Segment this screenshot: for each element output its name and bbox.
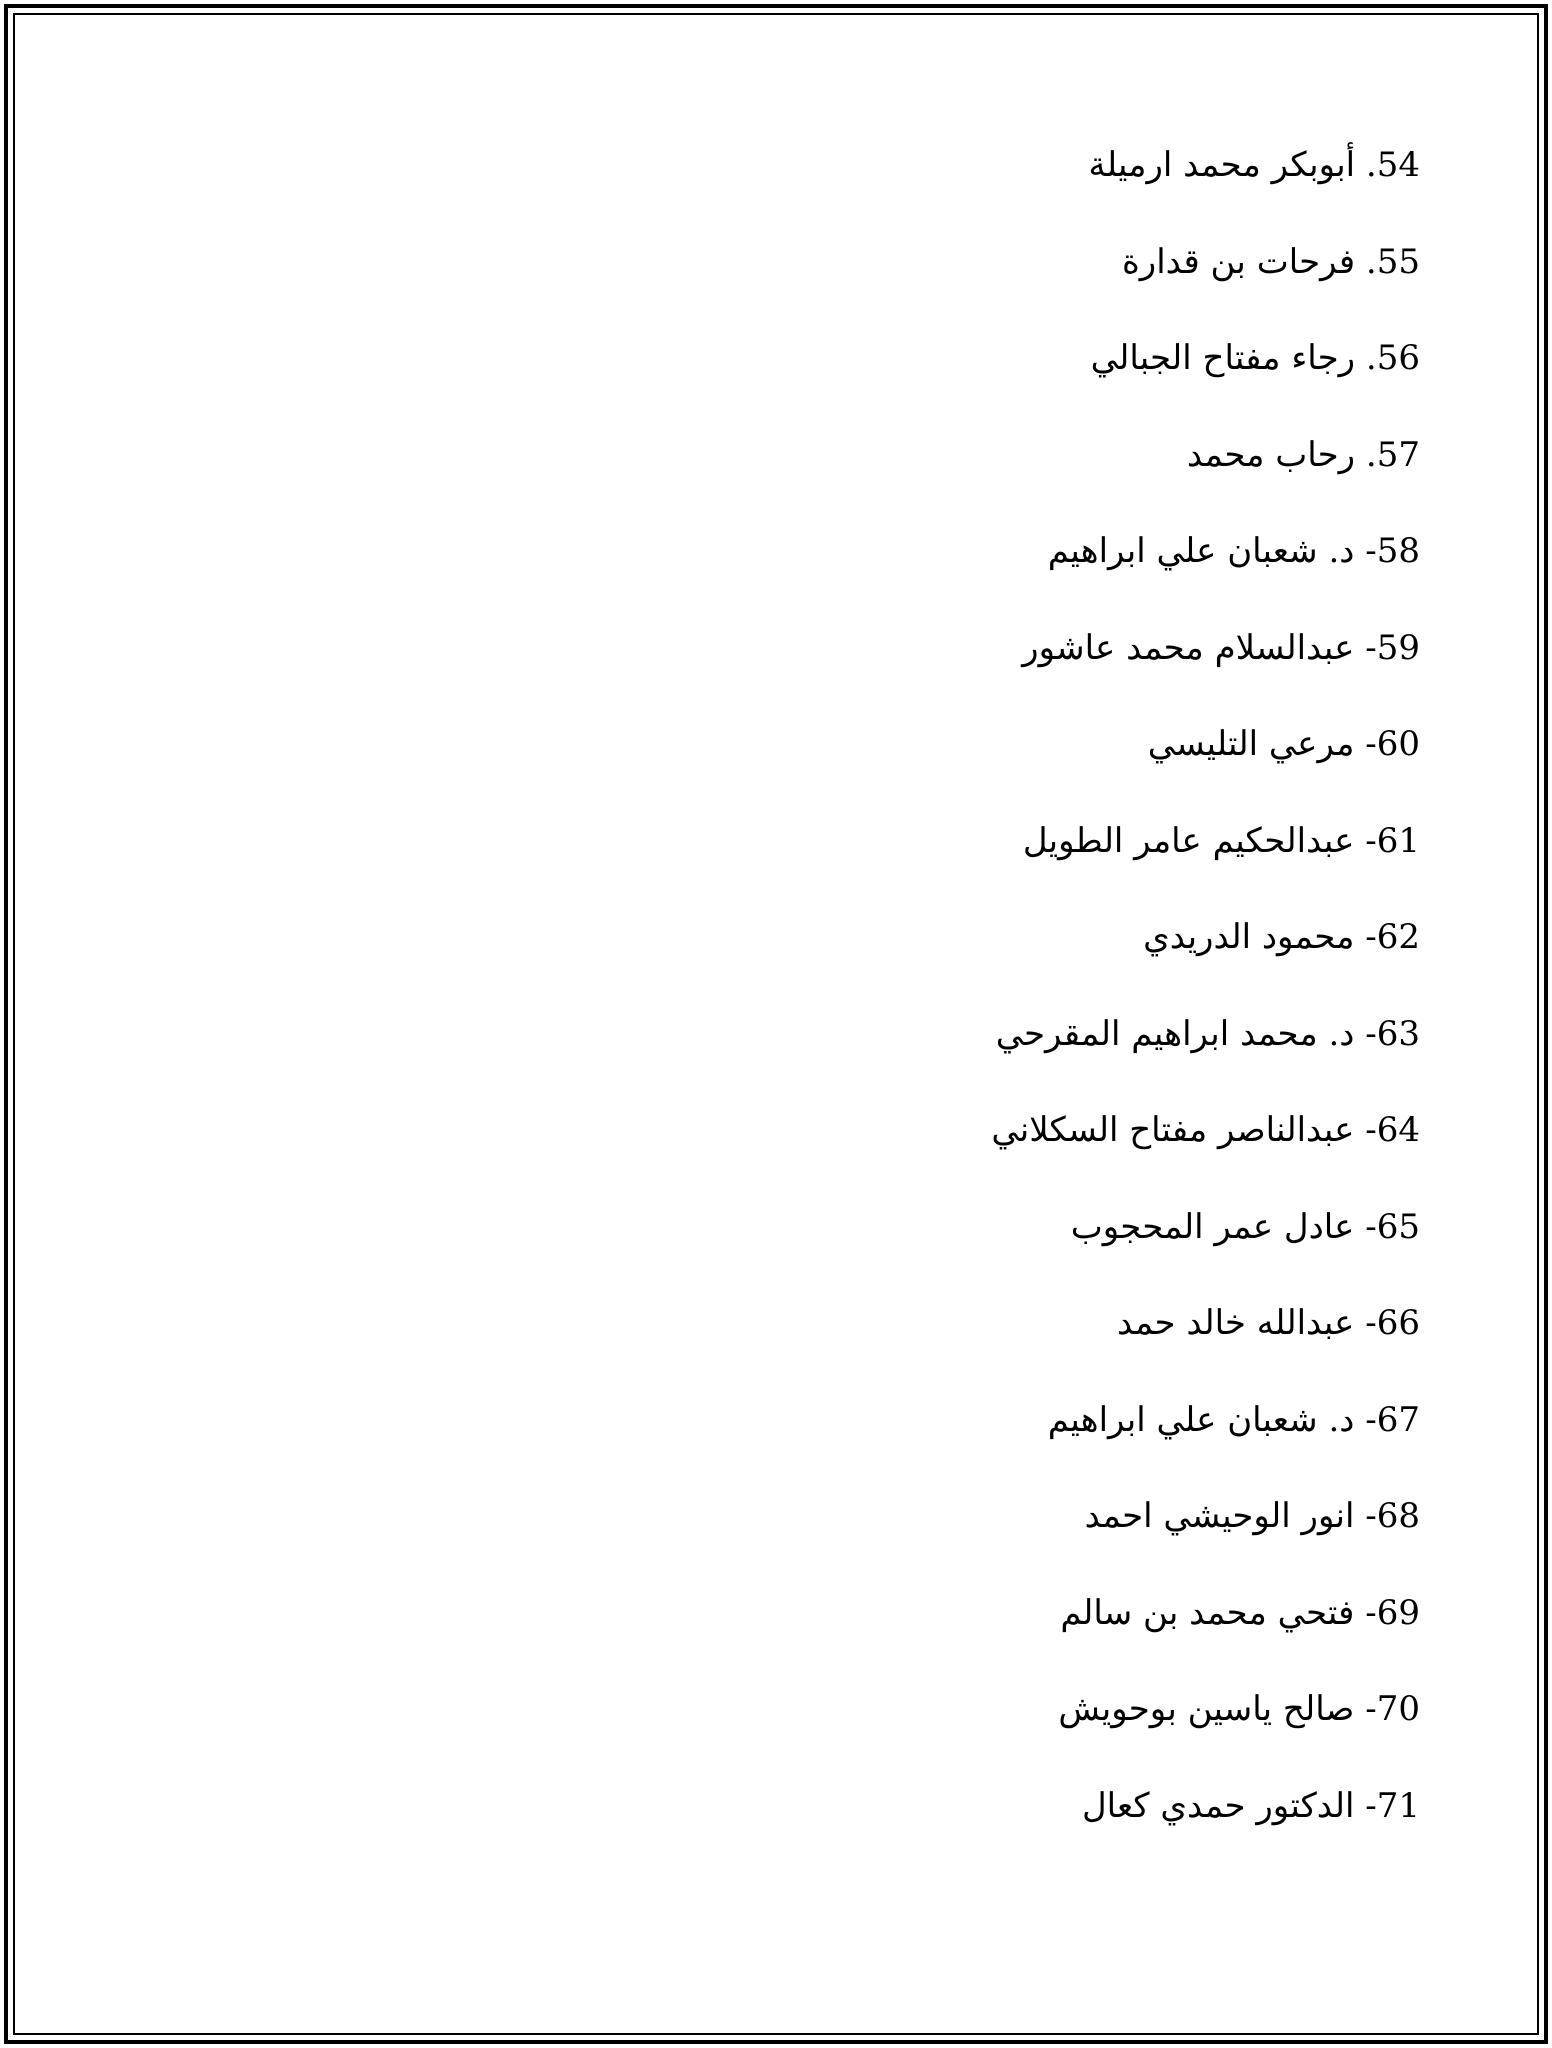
entry-number: 58 <box>1376 531 1420 571</box>
entry-separator: - <box>1354 1785 1377 1826</box>
list-item <box>520 709 1420 806</box>
entry-separator: - <box>1354 1399 1377 1440</box>
list-item <box>520 806 1420 903</box>
entry-name: فتحي محمد بن سالم <box>1060 1592 1355 1633</box>
entry-separator: - <box>1354 627 1377 668</box>
entry-name: عبدالله خالد حمد <box>1117 1303 1355 1343</box>
list-item <box>520 1771 1420 1868</box>
entry-name: عبدالناصر مفتاح السكلاني <box>991 1110 1355 1150</box>
entry-separator: - <box>1354 1496 1377 1536</box>
entry-name: د. شعبان علي ابراهيم <box>1047 1399 1355 1440</box>
entry-number: 61 <box>1376 820 1420 861</box>
list-item <box>520 1674 1420 1771</box>
entry-number: 60 <box>1376 724 1420 764</box>
entry-separator: - <box>1354 917 1377 957</box>
entry-number: 64 <box>1376 1110 1420 1150</box>
list-item <box>520 1192 1420 1289</box>
list-item <box>520 1385 1420 1482</box>
entry-separator: - <box>1354 1110 1377 1150</box>
entry-number: 69 <box>1376 1592 1420 1633</box>
entry-name: رجاء مفتاح الجبالي <box>1090 338 1356 378</box>
list-item <box>520 323 1420 420</box>
list-item <box>520 613 1420 710</box>
list-item <box>520 516 1420 613</box>
entry-name: صالح ياسين بوحويش <box>1058 1689 1355 1729</box>
entry-separator: - <box>1354 724 1377 764</box>
list-item <box>520 227 1420 324</box>
entry-separator: - <box>1354 820 1377 861</box>
entry-name: عادل عمر المحجوب <box>1070 1206 1355 1247</box>
entry-name: رحاب محمد <box>1186 434 1356 475</box>
entry-number: 63 <box>1376 1013 1420 1054</box>
list-item <box>520 999 1420 1096</box>
entry-separator: - <box>1354 1206 1377 1247</box>
entry-name: عبدالسلام محمد عاشور <box>1022 627 1355 668</box>
list-item <box>520 1095 1420 1192</box>
entry-number: 55 <box>1376 241 1420 282</box>
entry-number: 71 <box>1376 1785 1420 1826</box>
list-item <box>520 902 1420 999</box>
entry-number: 70 <box>1376 1689 1420 1729</box>
entry-name: د. شعبان علي ابراهيم <box>1047 531 1355 571</box>
entry-name: فرحات بن قدارة <box>1121 241 1356 282</box>
entry-name: عبدالحكيم عامر الطويل <box>1022 820 1355 861</box>
entry-name: الدكتور حمدي كعال <box>1081 1785 1355 1826</box>
entry-number: 67 <box>1376 1399 1420 1440</box>
name-list <box>520 130 1420 1867</box>
entry-number: 57 <box>1376 434 1420 475</box>
entry-number: 68 <box>1376 1496 1420 1536</box>
entry-separator: - <box>1354 1689 1377 1729</box>
list-item <box>520 1578 1420 1675</box>
entry-separator: . <box>1355 145 1377 185</box>
entry-separator: . <box>1355 434 1377 475</box>
entry-separator: - <box>1354 1303 1377 1343</box>
list-item <box>520 420 1420 517</box>
entry-number: 65 <box>1376 1206 1420 1247</box>
entry-name: أبوبكر محمد ارميلة <box>1088 145 1356 185</box>
list-item <box>520 1481 1420 1578</box>
entry-name: د. محمد ابراهيم المقرحي <box>995 1013 1355 1054</box>
entry-separator: - <box>1354 1013 1377 1054</box>
list-item <box>520 130 1420 227</box>
entry-name: محمود الدريدي <box>1143 917 1355 957</box>
entry-number: 66 <box>1376 1303 1420 1343</box>
entry-number: 54 <box>1376 145 1420 185</box>
entry-separator: - <box>1354 531 1377 571</box>
entry-number: 56 <box>1376 338 1420 378</box>
entry-separator: . <box>1355 338 1377 378</box>
entry-separator: - <box>1354 1592 1377 1633</box>
entry-separator: . <box>1355 241 1377 282</box>
entry-name: مرعي التليسي <box>1147 724 1355 764</box>
list-item <box>520 1288 1420 1385</box>
entry-number: 59 <box>1376 627 1420 668</box>
entry-name: انور الوحيشي احمد <box>1084 1496 1355 1536</box>
entry-number: 62 <box>1376 917 1420 957</box>
